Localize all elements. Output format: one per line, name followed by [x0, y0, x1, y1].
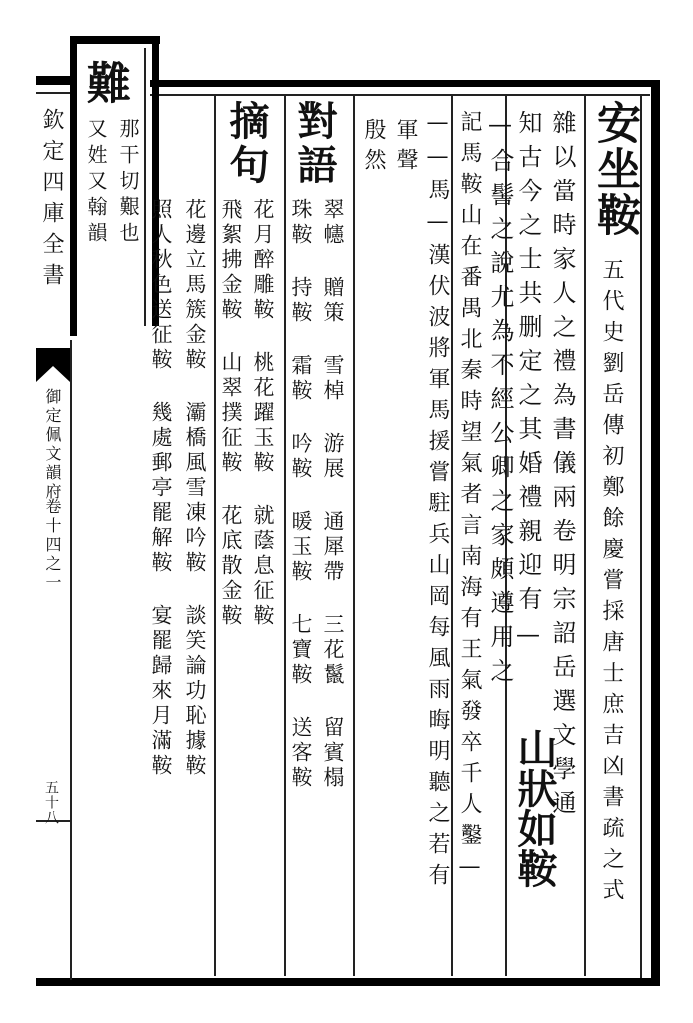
- bottom-border: [36, 978, 660, 986]
- col1-text: 五代史劉岳傳初鄭餘慶嘗採唐士庶吉凶書疏之式: [599, 258, 624, 909]
- header-note-1: 那干切艱也: [116, 118, 140, 248]
- header-note-2: 又姓又翰韻: [84, 118, 108, 248]
- divider-6: [584, 96, 586, 976]
- column-2: 雜以當時家人之禮為書儀兩卷明宗詔岳選文學通: [548, 110, 576, 824]
- top-border: [150, 80, 660, 87]
- zhai-ju-col1: 花月醉雕鞍 桃花躍玉鞍 就蔭息征鞍: [251, 198, 275, 629]
- inline-headword: 山狀如鞍: [511, 728, 558, 888]
- header-char: 難: [79, 60, 130, 104]
- section-title: 御定佩文韻府: [43, 388, 62, 502]
- top-border-thin: [150, 94, 650, 96]
- column-7: 軍聲: [393, 118, 418, 178]
- zhai-ju-col2: 飛絮拂金鞍 山翠撲征鞍 花底散金鞍: [219, 198, 243, 629]
- column-3: 知古今之士共删定之其婚禮親迎有—: [514, 110, 542, 658]
- column-5: 記馬鞍山在番禺北秦時望氣者言南海有王氣發卒千人鑿—: [457, 110, 482, 888]
- column-4: —合髻之說尤為不經公卿之家頗遵用之: [486, 110, 514, 692]
- divider-2: [284, 96, 286, 976]
- zhai-ju-col3: 花邊立馬簇金鞍 灞橋風雪凍吟鞍 談笑論功恥據鞍: [183, 198, 207, 779]
- column-6: ——馬—漢伏波將軍馬援嘗駐兵山岡每風雨晦明聽之若有: [425, 110, 450, 894]
- header-box-inner: [144, 48, 146, 326]
- zhai-ju-col4: 照人秋色送征鞍 幾處郵亭罷解鞍 宴罷歸來月滿鞍: [149, 198, 173, 779]
- header-box-top: [70, 36, 160, 44]
- volume-label: 卷十四之一: [43, 498, 62, 593]
- margin-line: [70, 340, 72, 980]
- dui-yu-col1: 翠幰 贈策 雪棹 游展 通犀帶 三花鬣 留賓榻: [321, 198, 345, 791]
- headword-an-zuo-an: 安坐鞍: [589, 100, 640, 238]
- top-border-left-thin: [36, 92, 70, 94]
- divider-4: [451, 96, 453, 976]
- fishtail-ornament: [36, 348, 70, 382]
- right-border-thin: [640, 94, 642, 978]
- header-box-left: [70, 36, 77, 336]
- dui-yu-label: 對語: [291, 100, 338, 188]
- divider-3: [353, 96, 355, 976]
- zhai-ju-label: 摘句: [223, 100, 270, 188]
- column-8: 殷然: [361, 118, 386, 178]
- right-border: [651, 80, 660, 986]
- dui-yu-col2: 珠鞍 持鞍 霜鞍 吟鞍 暖玉鞍 七寶鞍 送客鞍: [289, 198, 313, 791]
- divider-1: [214, 96, 216, 976]
- book-title: 欽定四庫全書: [39, 108, 64, 294]
- page-number: 五十八: [43, 780, 59, 825]
- top-border-left: [36, 76, 70, 85]
